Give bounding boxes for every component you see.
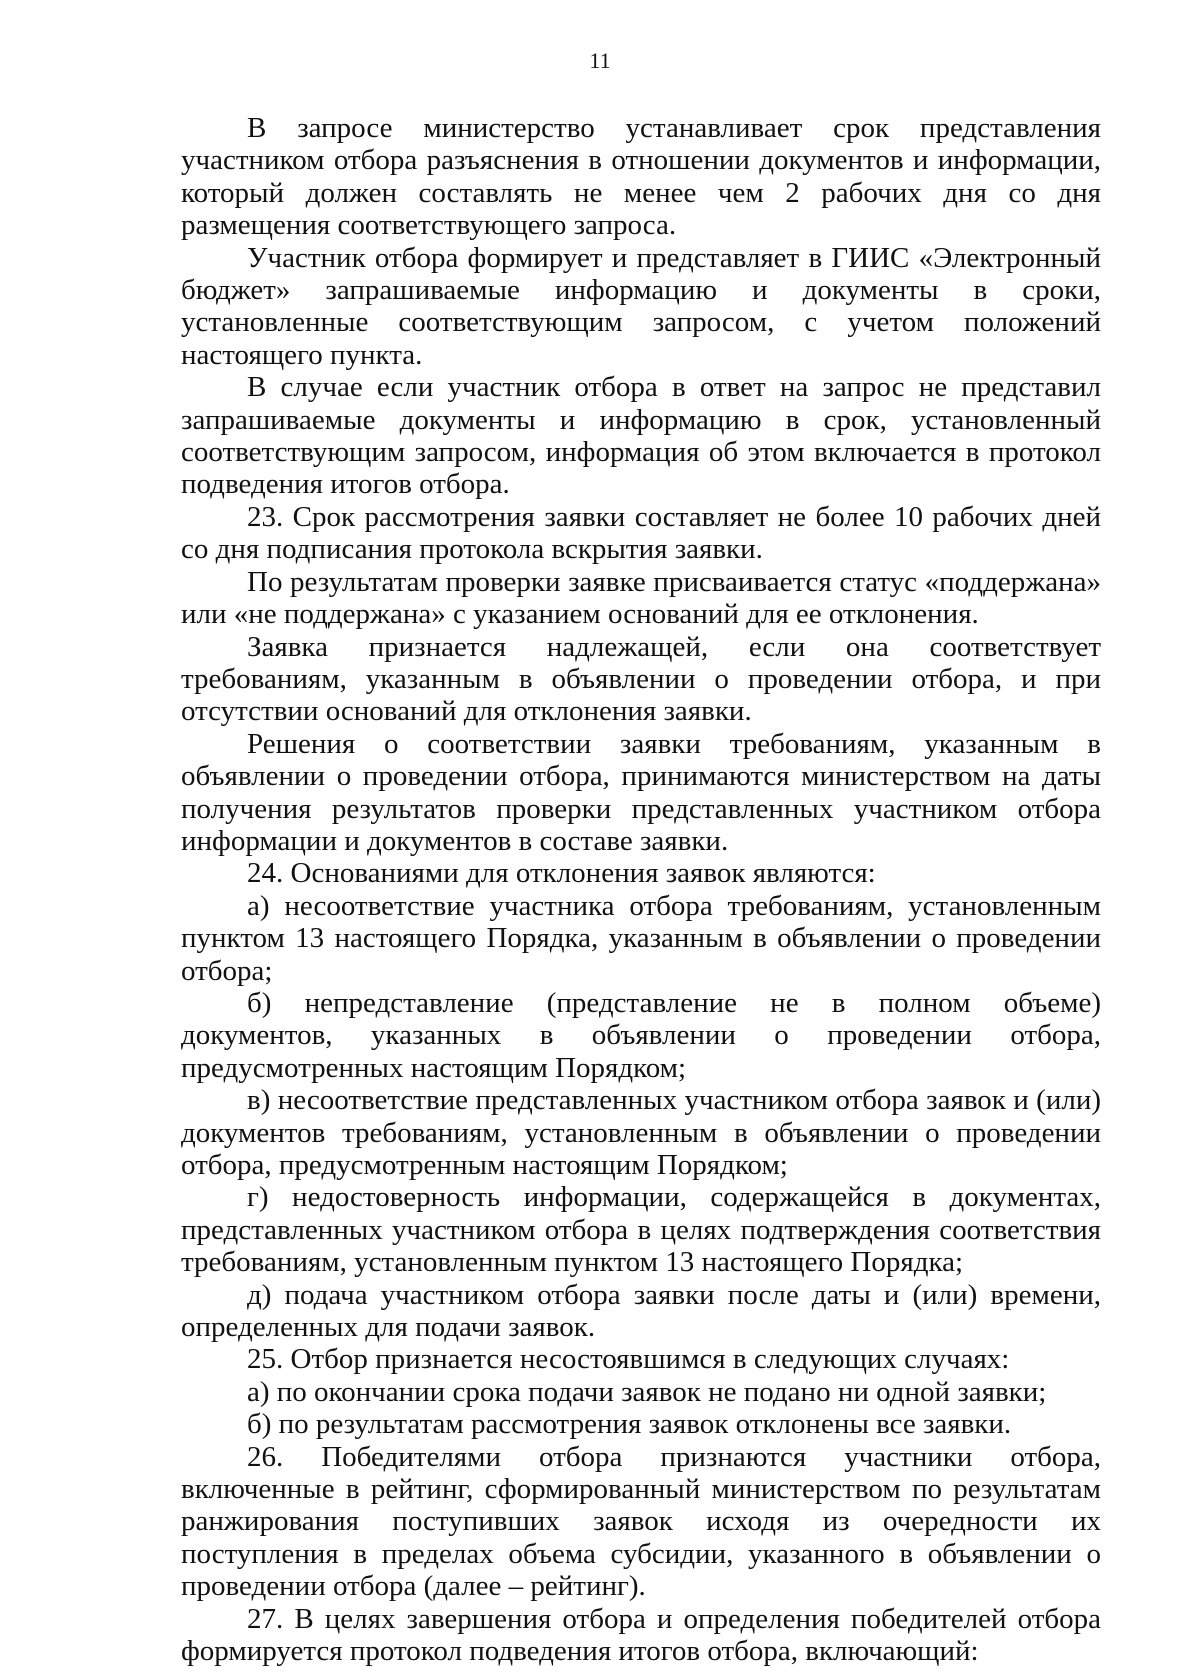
- document-body: [181, 112, 1101, 1668]
- paragraph: 23. Срок рассмотрения заявки составляет не более 10 рабочих дней со дня подписания протокола вскрытия заявки.: [181, 500, 1101, 566]
- paragraph: 27. В целях завершения отбора и определения победителей отбора формируется протокол подведения итогов отбора, включающий:: [181, 1602, 1101, 1668]
- paragraph: Решения о соответствии заявки требованиям, указанным в объявлении о проведении отбора, принимаются министерством на даты получения результатов проверки представленных участником отбора информации и документов в составе заявки.: [181, 727, 1101, 857]
- paragraph: 25. Отбор признается несостоявшимся в следующих случаях:: [247, 1343, 1010, 1376]
- paragraph: Заявка признается надлежащей, если она соответствует требованиям, указанным в объявлении о проведении отбора, и при отсутствии оснований для отклонения заявки.: [181, 630, 1101, 728]
- list-item: д) подача участником отбора заявки после даты и (или) времени, определенных для подачи заявок.: [181, 1278, 1101, 1344]
- list-item: в) несоответствие представленных участником отбора заявок и (или) документов требованиям, установленным в объявлении о проведении отбора, предусмотренным настоящим Порядком;: [181, 1084, 1101, 1181]
- list-item: а) несоответствие участника отбора требованиям, установленным пунктом 13 настоящего Порядка, указанным в объявлении о проведении отбора;: [181, 889, 1101, 987]
- paragraph: Участник отбора формирует и представляет в ГИИС «Электронный бюджет» запрашиваемые информацию и документы в сроки, установленные соответствующим запросом, с учетом положений настоящего пункта.: [181, 241, 1101, 371]
- paragraph: В запросе министерство устанавливает срок представления участником отбора разъяснения в отношении документов и информации, который должен составлять не менее чем 2 рабочих дня со дня размещения соответствующего запроса.: [181, 112, 1101, 242]
- paragraph: По результатам проверки заявке присваивается статус «поддержана» или «не поддержана» с указанием оснований для ее отклонения.: [181, 565, 1101, 631]
- paragraph: 24. Основаниями для отклонения заявок являются:: [247, 857, 876, 890]
- paragraph: 26. Победителями отбора признаются участники отбора, включенные в рейтинг, сформированный министерством по результатам ранжирования поступивших заявок исходя из очередности их поступления в пределах объема субсидии, указанного в объявлении о проведении отбора (далее – рейтинг).: [181, 1440, 1101, 1603]
- list-item: б) непредставление (представление не в полном объеме) документов, указанных в объявлении о проведении отбора, предусмотренных настоящим Порядком;: [181, 986, 1101, 1084]
- list-item: а) по окончании срока подачи заявок не подано ни одной заявки;: [247, 1375, 1047, 1408]
- paragraph: В случае если участник отбора в ответ на запрос не представил запрашиваемые документы и информацию в срок, установленный соответствующим запросом, информация об этом включается в протокол подведения итогов отбора.: [181, 371, 1101, 501]
- list-item: г) недостоверность информации, содержащейся в документах, представленных участником отбора в целях подтверждения соответствия требованиям, установленным пунктом 13 настоящего Порядка;: [181, 1181, 1101, 1279]
- list-item: б) по результатам рассмотрения заявок отклонены все заявки.: [247, 1408, 1012, 1441]
- page-number: 11: [589, 48, 611, 73]
